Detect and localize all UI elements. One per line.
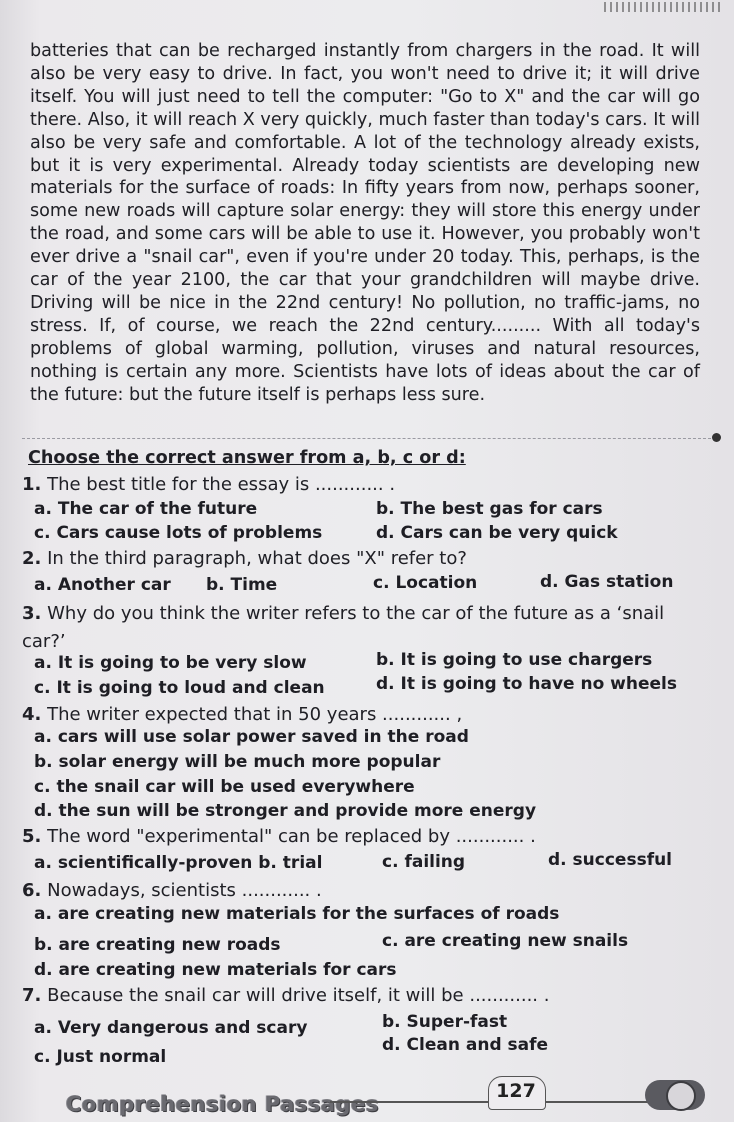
answer-option[interactable]: b. solar energy will be much more popular (34, 752, 441, 772)
answer-option[interactable]: d. Clean and safe (382, 1035, 549, 1055)
footer-section-title: Comprehension Passages (66, 1092, 379, 1116)
answer-option[interactable]: b. Super-fast (382, 1012, 508, 1032)
answer-option[interactable]: a. Another car (34, 575, 171, 595)
answer-option[interactable]: b. are creating new roads (34, 935, 281, 955)
question-text: The best title for the essay is ............ . (47, 474, 396, 495)
answer-option[interactable]: b. The best gas for cars (376, 499, 603, 519)
answer-option[interactable]: a. are creating new materials for the surfaces of roads (34, 904, 560, 924)
question-number: 7. (22, 985, 42, 1006)
question-4 (22, 704, 702, 727)
section-divider (22, 438, 716, 439)
answer-option[interactable]: d. Gas station (540, 572, 674, 592)
question-number: 2. (22, 548, 42, 569)
answer-option[interactable]: a. The car of the future (34, 499, 258, 519)
answer-option[interactable]: c. the snail car will be used everywhere (34, 777, 415, 797)
question-text: The word "experimental" can be replaced by ............ . (47, 826, 536, 847)
question-text: Nowadays, scientists ............ . (47, 880, 322, 901)
question-6 (22, 880, 702, 903)
instructions-heading: Choose the correct answer from a, b, c or d: (28, 448, 466, 468)
answer-option[interactable]: d. Cars can be very quick (376, 523, 618, 543)
answer-option[interactable]: d. successful (548, 850, 673, 870)
answer-option[interactable]: c. Location (373, 573, 478, 593)
answer-option[interactable]: a. Very dangerous and scary (34, 1018, 308, 1038)
answer-option[interactable]: c. Cars cause lots of problems (34, 523, 323, 543)
divider-dot (712, 433, 721, 442)
answer-option[interactable]: b. It is going to use chargers (376, 650, 653, 670)
question-2 (22, 548, 702, 571)
question-number: 4. (22, 704, 42, 725)
question-3 (22, 600, 702, 656)
question-7 (22, 985, 702, 1008)
question-text: Why do you think the writer refers to the car of the future as a ‘snail car?’ (22, 603, 665, 652)
page-number: 127 (496, 1080, 536, 1102)
footer-circle-icon (666, 1081, 696, 1111)
answer-option[interactable]: d. the sun will be stronger and provide more energy (34, 801, 537, 821)
answer-option[interactable]: a. cars will use solar power saved in the road (34, 727, 469, 747)
answer-option[interactable]: d. It is going to have no wheels (376, 674, 677, 694)
answer-option[interactable]: a. scientifically-proven b. trial (34, 853, 323, 873)
question-text: The writer expected that in 50 years ............ , (47, 704, 463, 725)
answer-option[interactable]: c. It is going to loud and clean (34, 678, 325, 698)
answer-option[interactable]: b. Time (206, 575, 278, 595)
question-1 (22, 474, 702, 497)
answer-option[interactable]: c. Just normal (34, 1047, 167, 1067)
decorative-stripes (604, 2, 724, 12)
question-number: 5. (22, 826, 42, 847)
answer-option[interactable]: c. are creating new snails (382, 931, 629, 951)
question-text: Because the snail car will drive itself, it will be ............ . (47, 985, 550, 1006)
question-number: 1. (22, 474, 42, 495)
question-number: 3. (22, 603, 42, 624)
question-5 (22, 826, 702, 849)
answer-option[interactable]: a. It is going to be very slow (34, 653, 307, 673)
reading-passage: batteries that can be recharged instantly from chargers in the road. It will also be very easy to drive. In fact, you won't need to drive it; it will drive itself. You will just need to tell the computer: "Go to X" and the car will go there. Also, it will reach X very quickly, much faster than today's cars. It will also be very safe and comfortable. A lot of the technology already exists, but it is very experimental. Already today scientists are developing new materials for the surface of roads: In fifty years from now, perhaps sooner, some new roads will capture solar energy: they will store this energy under the road, and some cars will be able to use it. However, you probably won't ever drive a "snail car", even if you're under 20 today. This, perhaps, is the car of the year 2100, the car that your grandchildren will maybe drive. Driving will be nice in the 22nd century! No pollution, no traffic-jams, no stress. If, of course, we reach the 22nd century......... With all today's problems of global warming, pollution, viruses and natural resources, nothing is certain any more. Scientists have lots of ideas about the car of the future: but the future itself is perhaps less sure. (30, 41, 700, 405)
answer-option[interactable]: c. failing (382, 852, 466, 872)
question-number: 6. (22, 880, 42, 901)
answer-option[interactable]: d. are creating new materials for cars (34, 960, 397, 980)
question-text: In the third paragraph, what does "X" refer to? (47, 548, 467, 569)
